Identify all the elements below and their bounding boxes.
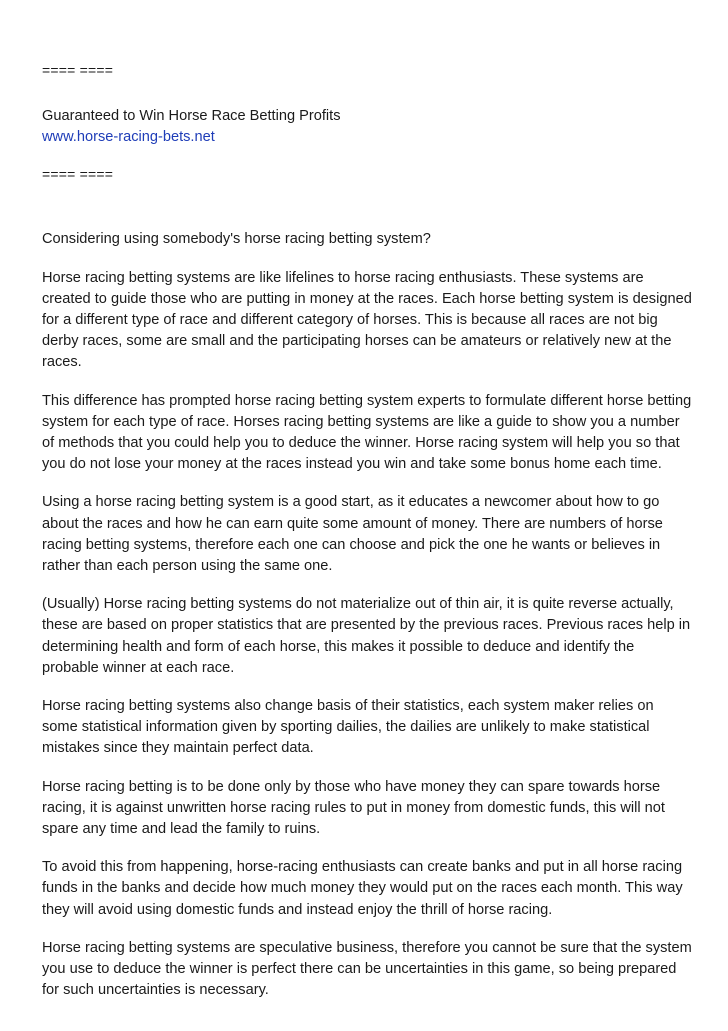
paragraph: To avoid this from happening, horse-racing enthusiasts can create banks and put in all horse racing funds in the banks and decide how much money they would put on the races each month. This way they will avoid using domestic funds and instead enjoy the thrill of horse racing. [42,859,683,918]
separator-bottom: ==== ==== [42,166,114,183]
document-page [42,60,692,1019]
document-title: Guaranteed to Win Horse Race Betting Profits [42,108,341,124]
paragraph: Horse racing betting systems are like lifelines to horse racing enthusiasts. These systems are created to guide those who are putting in money at the races. Each horse betting system is designed for a different type of race and different category of horses. This is because all races are not big derby races, some are small and the participating horses can be amateurs or relatively new at the races. [42,269,692,371]
paragraph: This difference has prompted horse racing betting system experts to formulate different horse betting system for each type of race. Horses racing betting systems are like a guide to show you a number of methods that you could help you to deduce the winner. Horse racing system will help you so that you do not lose your money at the races instead you win and take some bonus home each time. [42,392,692,473]
paragraph-intro-question: Considering using somebody's horse racing betting system? [42,231,431,248]
article-body [42,229,692,1001]
separator-top: ==== ==== [42,62,114,78]
document-header [42,106,692,148]
paragraph: Horse racing betting systems also change basis of their statistics, each system maker relies on some statistical information given by sporting dailies, the dailies are unlikely to make statistical mistakes since they maintain perfect data. [42,698,654,757]
paragraph: (Usually) Horse racing betting systems do not materialize out of thin air, it is quite reverse actually, these are based on proper statistics that are presented by the previous races. Previous races help in determining health and form of each horse, this makes it possible to deduce and identify the probable winner at each race. [42,596,691,676]
website-link[interactable]: www.horse-racing-bets.net [42,129,215,146]
paragraph: Using a horse racing betting system is a good start, as it educates a newcomer about how to go about the races and how he can earn quite some amount of money. There are numbers of horse racing betting systems, therefore each one can choose and pick the one he wants or believes in rather than each person using the same one. [42,494,663,575]
paragraph: Horse racing betting is to be done only by those who have money they can spare towards horse racing, it is against unwritten horse racing rules to put in money from domestic funds, this will not spare any time and lead the family to ruins. [42,778,665,838]
paragraph: Horse racing betting systems are speculative business, therefore you cannot be sure that the system you use to deduce the winner is perfect there can be uncertainties in this game, so being prepared for such uncertainties is necessary. [42,939,692,999]
